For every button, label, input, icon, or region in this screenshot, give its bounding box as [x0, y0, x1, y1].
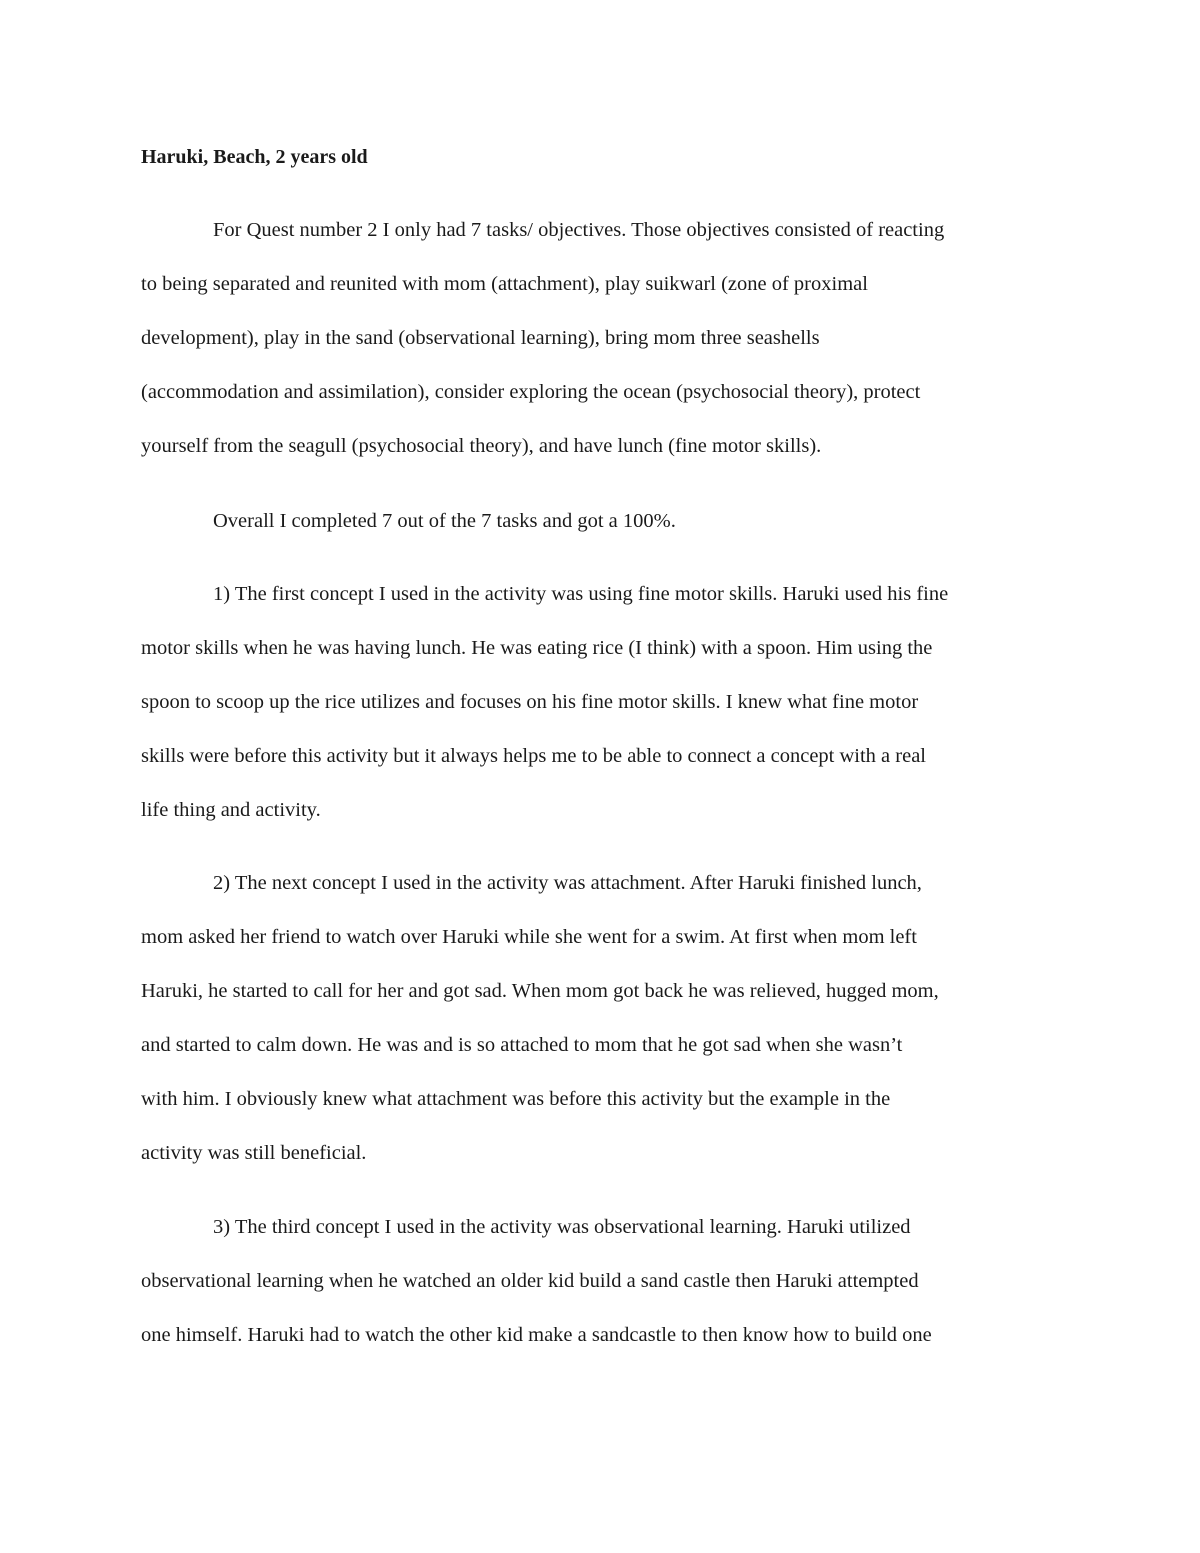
paragraph-line: 2) The next concept I used in the activity was attachment. After Haruki finished lunch,: [213, 872, 922, 894]
paragraph-line: and started to calm down. He was and is so attached to mom that he got sad when she wasn’t: [141, 1034, 903, 1056]
paragraph-line: 1) The first concept I used in the activity was using fine motor skills. Haruki used his fine: [213, 583, 949, 605]
paragraph-line: one himself. Haruki had to watch the other kid make a sandcastle to then know how to build one: [141, 1324, 932, 1346]
paragraph-line: observational learning when he watched an older kid build a sand castle then Haruki attempted: [141, 1270, 919, 1292]
paragraph-line: 3) The third concept I used in the activity was observational learning. Haruki utilized: [213, 1216, 911, 1238]
paragraph-line: life thing and activity.: [141, 799, 321, 821]
paragraph-line: with him. I obviously knew what attachment was before this activity but the example in the: [141, 1088, 891, 1110]
paragraph-line: yourself from the seagull (psychosocial theory), and have lunch (fine motor skills).: [141, 435, 822, 457]
paragraph-line: activity was still beneficial.: [141, 1142, 367, 1164]
document-title: Haruki, Beach, 2 years old: [141, 146, 368, 168]
paragraph-line: motor skills when he was having lunch. He was eating rice (I think) with a spoon. Him using the: [141, 637, 933, 659]
paragraph-line: Overall I completed 7 out of the 7 tasks and got a 100%.: [213, 510, 676, 532]
paragraph-line: to being separated and reunited with mom (attachment), play suikwarl (zone of proximal: [141, 273, 868, 295]
paragraph-line: Haruki, he started to call for her and got sad. When mom got back he was relieved, hugged mom,: [141, 980, 939, 1002]
paragraph-line: (accommodation and assimilation), consider exploring the ocean (psychosocial theory), protect: [141, 381, 921, 403]
paragraph-line: mom asked her friend to watch over Haruki while she went for a swim. At first when mom left: [141, 926, 917, 948]
paragraph-line: skills were before this activity but it always helps me to be able to connect a concept with a real: [141, 745, 927, 767]
paragraph-line: spoon to scoop up the rice utilizes and focuses on his fine motor skills. I knew what fine motor: [141, 691, 919, 713]
paragraph-line: For Quest number 2 I only had 7 tasks/ objectives. Those objectives consisted of reacting: [213, 219, 945, 241]
paragraph-line: development), play in the sand (observational learning), bring mom three seashells: [141, 327, 820, 349]
